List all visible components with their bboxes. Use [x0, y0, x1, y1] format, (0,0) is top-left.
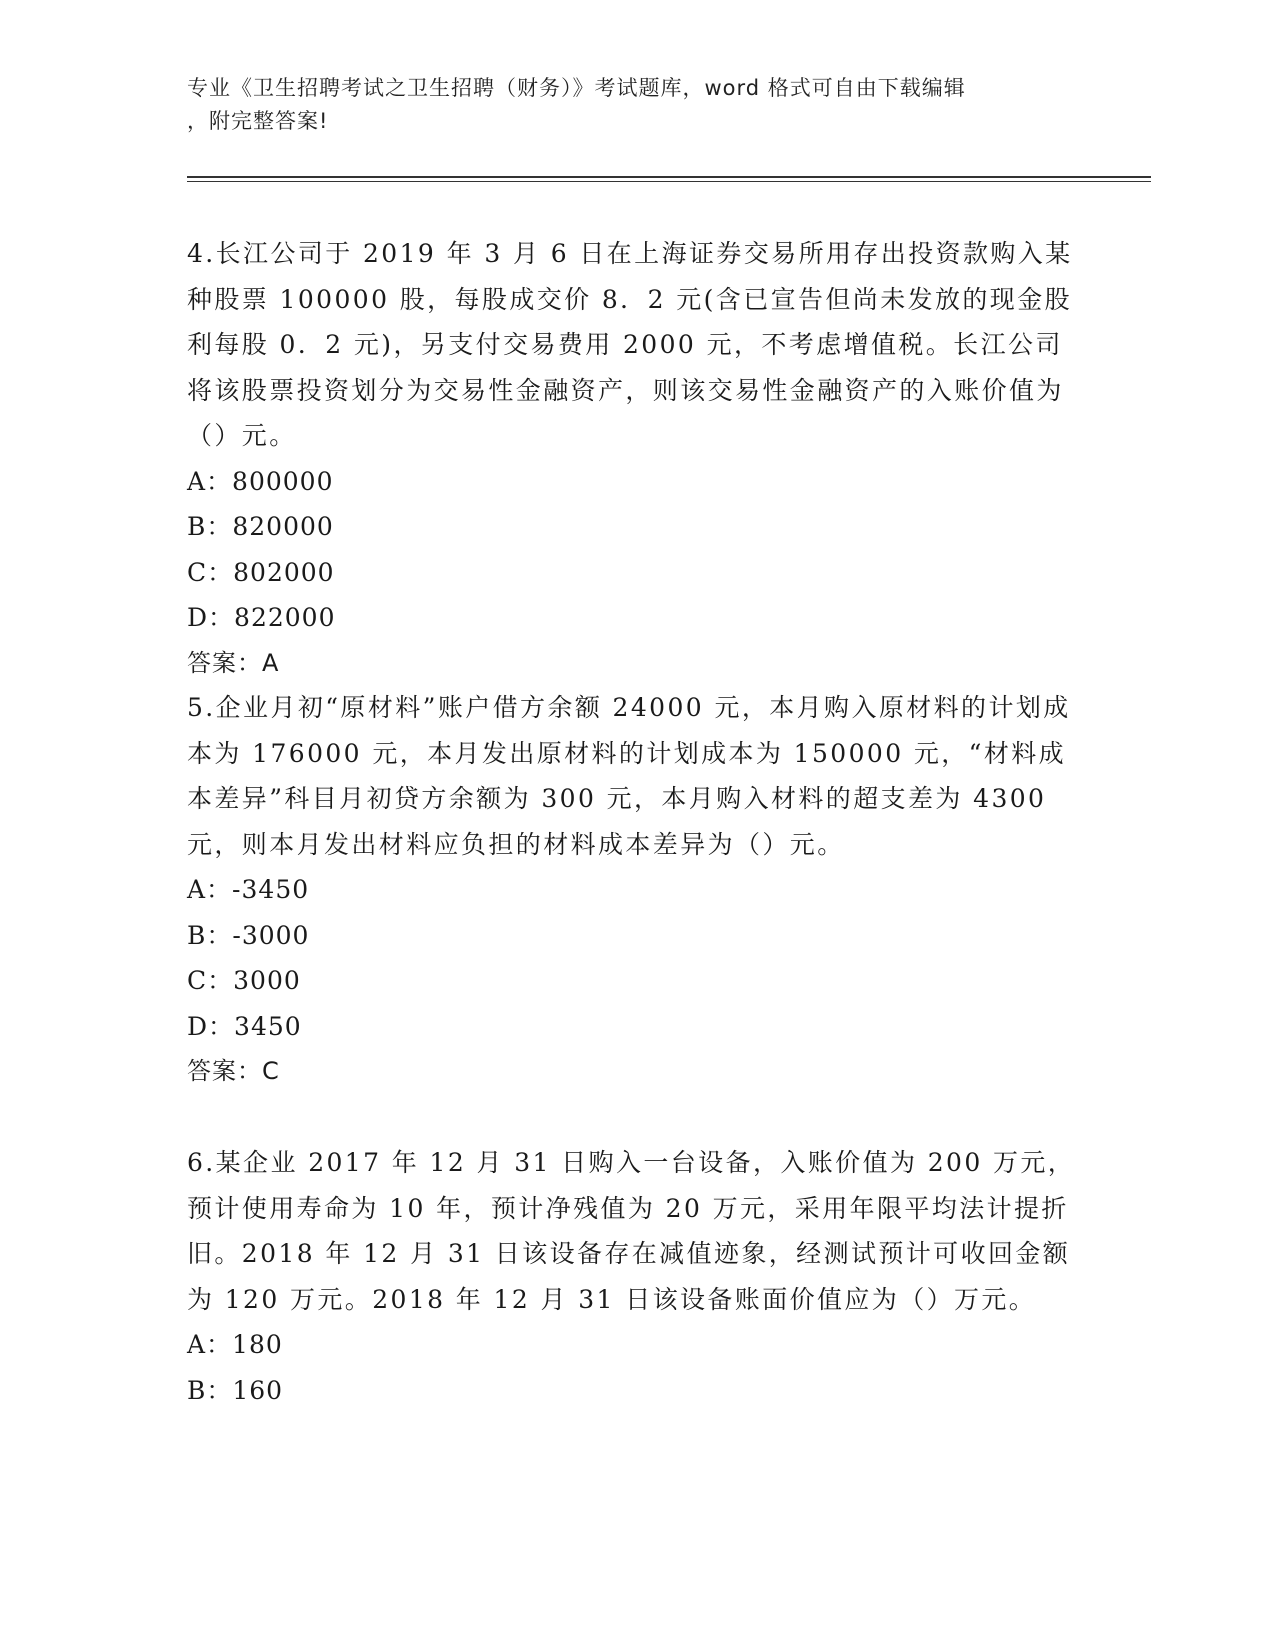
answer-line: 答案：C [187, 1057, 280, 1085]
answer-line: 答案：A [187, 648, 280, 677]
option-b: B：160 [187, 1375, 284, 1405]
option-c: C：802000 [187, 557, 335, 587]
question-4 [187, 231, 1087, 686]
option-a: A：180 [187, 1330, 283, 1359]
option-a: A：-3450 [187, 875, 310, 904]
option-a: A：800000 [187, 466, 334, 496]
question-6 [187, 1140, 1087, 1413]
question-stem: 4.长江公司于 2019 年 3 月 6 日在上海证券交易所用存出投资款购入某种股票 100000 股，每股成交价 8．2 元(含已宣告但尚未发放的现金股利每股 0．2 元)，另支付交易费用 2000 元，不考虑增值税。长江公司将该股票投资划分为交易性金融资产，则该交易性金融资产的入账价值为（）元。 [187, 239, 1073, 450]
question-stem: 6.某企业 2017 年 12 月 31 日购入一台设备，入账价值为 200 万元，预计使用寿命为 10 年，预计净残值为 20 万元，采用年限平均法计提折旧。2018 年 12 月 31 日该设备存在减值迹象，经测试预计可收回金额为 120 万元。2018 年 12 月 31 日该设备账面价值应为（）万元。 [187, 1148, 1076, 1314]
option-d: D：822000 [187, 603, 336, 632]
header-line-2: ，附完整答案! [187, 109, 329, 133]
option-c: C：3000 [187, 966, 301, 995]
header-divider [187, 176, 1151, 182]
option-b: B：820000 [187, 512, 334, 541]
header-line-1: 专业《卫生招聘考试之卫生招聘（财务）》考试题库，word 格式可自由下载编辑 [187, 76, 966, 100]
question-5 [187, 685, 1087, 1095]
page-header [187, 72, 1087, 138]
option-b: B：-3000 [187, 920, 310, 950]
question-stem: 5.企业月初“原材料”账户借方余额 24000 元，本月购入原材料的计划成本为 176000 元，本月发出原材料的计划成本为 150000 元，“材料成本差异”科目月初贷方余额为 300 元，本月购入材料的超支差为 4300 元，则本月发出材料应负担的材料成本差异为（）元。 [187, 693, 1071, 859]
option-d: D：3450 [187, 1011, 302, 1041]
